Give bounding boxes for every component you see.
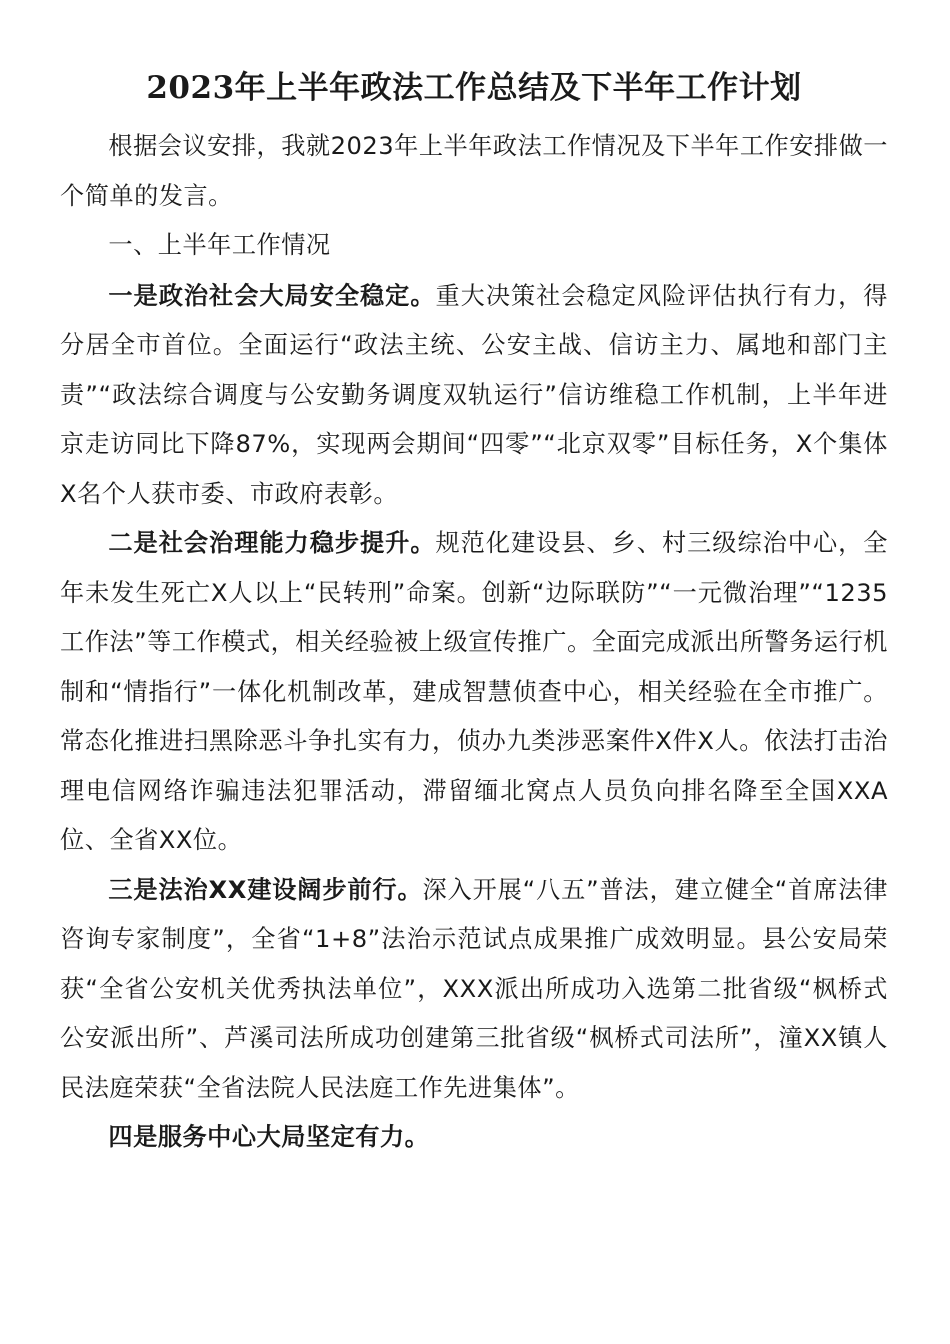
paragraph-lead: 四是服务中心大局坚定有力。 (108, 1123, 430, 1151)
paragraph-lead: 二是社会治理能力稳步提升。 (108, 529, 436, 557)
paragraph-lead: 一是政治社会大局安全稳定。 (108, 281, 436, 310)
paragraph-serve-center (60, 1113, 888, 1163)
paragraph-rule-of-law (60, 866, 888, 1114)
intro-paragraph: 根据会议安排，我就2023年上半年政法工作情况及下半年工作安排做一个简单的发言。 (60, 132, 888, 210)
section-heading: 一、上半年工作情况 (108, 231, 331, 259)
document-page (60, 62, 888, 1163)
paragraph-body: 规范化建设县、乡、村三级综治中心，全年未发生死亡X人以上“民转刑”命案。创新“边际联防”“一元微治理”“1235工作法”等工作模式，相关经验被上级宣传推广。全面完成派出所警务运行机制和“情指行”一体化机制改革，建成智慧侦查中心，相关经验在全市推广。常态化推进扫黑除恶斗争扎实有力，侦办九类涉恶案件X件X人。依法打击治理电信网络诈骗违法犯罪活动，滞留缅北窝点人员负向排名降至全国XXA位、全省XX位。 (60, 529, 888, 854)
paragraph-lead: 三是法治XX建设阔步前行。 (108, 875, 423, 904)
paragraph-social-governance (60, 519, 888, 866)
paragraph-body: 深入开展“八五”普法，建立健全“首席法律咨询专家制度”，全省“1+8”法治示范试点成果推广成效明显。县公安局荣获“全省公安机关优秀执法单位”，XXX派出所成功入选第二批省级“枫桥式公安派出所”、芦溪司法所成功创建第三批省级“枫桥式司法所”，潼XX镇人民法庭荣获“全省法院人民法庭工作先进集体”。 (60, 875, 888, 1102)
document-title: 2023年上半年政法工作总结及下半年工作计划 (146, 70, 802, 106)
paragraph-body: 重大决策社会稳定风险评估执行有力，得分居全市首位。全面运行“政法主统、公安主战、信访主力、属地和部门主责”“政法综合调度与公安勤务调度双轨运行”信访维稳工作机制，上半年进京走访同比下降87%，实现两会期间“四零”“北京双零”目标任务，X个集体X名个人获市委、市政府表彰。 (60, 281, 888, 508)
paragraph-political-stability (60, 272, 888, 520)
